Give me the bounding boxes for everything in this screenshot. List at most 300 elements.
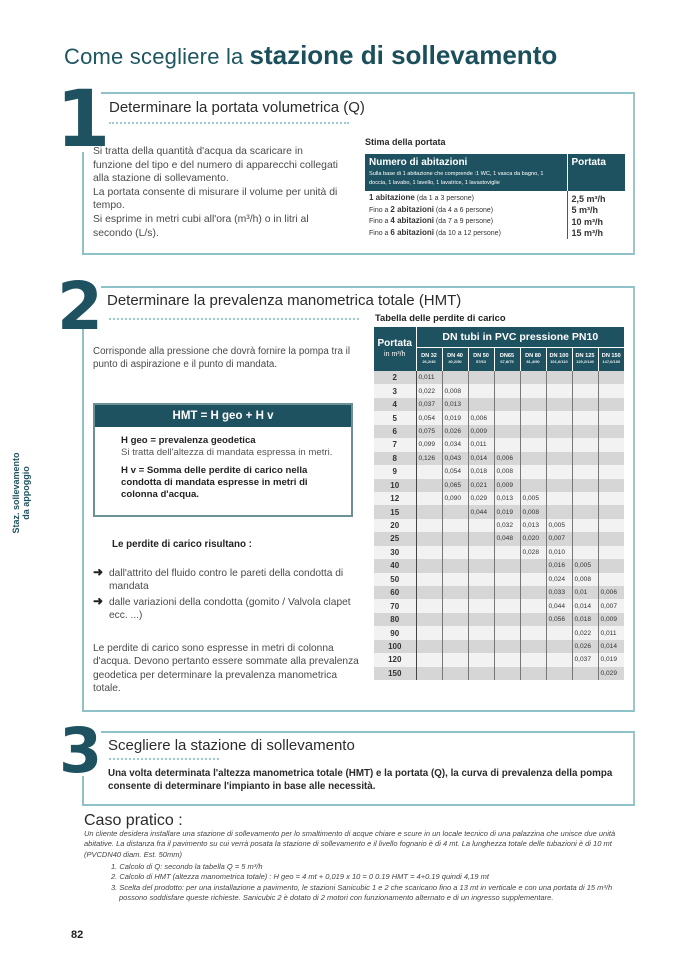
loss-value-cell (598, 371, 624, 384)
caso-step-continuation: possono soddisfare queste richieste. Sanicubic 2 è dotato di 2 motori con funzionamento alternato e di un ingresso supplementare. (119, 893, 554, 903)
table-row (374, 438, 624, 451)
loss-value-cell: 0,044 (468, 505, 494, 518)
table-row (374, 452, 624, 465)
portata-value: 70 (374, 599, 416, 612)
portata-value: 20 (374, 519, 416, 532)
perdite-table-title: Tabella delle perdite di carico (375, 312, 506, 323)
loss-value-cell (572, 371, 598, 384)
perdite-table (374, 327, 624, 680)
portata-value: 12 (374, 492, 416, 505)
loss-value-cell: 0,019 (494, 505, 520, 518)
section-1-description (93, 145, 343, 240)
stima-table-wrap (365, 154, 625, 239)
loss-value-cell (546, 640, 572, 653)
portata-value: 4 (374, 398, 416, 411)
loss-value-cell (572, 411, 598, 424)
loss-value-cell: 0,026 (442, 425, 468, 438)
portata-value: 10 (374, 479, 416, 492)
loss-value-cell: 0,006 (598, 586, 624, 599)
loss-value-cell (468, 519, 494, 532)
loss-value-cell (572, 425, 598, 438)
section-3-dotted-rule (109, 758, 219, 760)
loss-value-cell: 0,048 (494, 532, 520, 545)
loss-value-cell: 0,008 (520, 505, 546, 518)
perdite-table-wrap (374, 327, 624, 680)
loss-value-cell (520, 613, 546, 626)
table-row (374, 626, 624, 639)
perdite-item-text: dalle variazioni della condotta (gomito / Valvola clapet ecc. ...) (109, 597, 351, 621)
loss-value-cell: 0,013 (494, 492, 520, 505)
loss-value-cell (546, 667, 572, 680)
loss-value-cell (546, 505, 572, 518)
loss-value-cell: 0,054 (442, 465, 468, 478)
side-label-line1: Staz. sollevamento (11, 452, 21, 534)
loss-value-cell: 0,009 (468, 425, 494, 438)
loss-value-cell (494, 398, 520, 411)
portata-value: 25 (374, 532, 416, 545)
loss-value-cell (598, 546, 624, 559)
loss-value-cell (468, 667, 494, 680)
loss-value-cell (468, 653, 494, 666)
table-row (374, 519, 624, 532)
loss-value-cell (416, 505, 442, 518)
loss-value-cell (416, 465, 442, 478)
loss-value-cell (494, 613, 520, 626)
loss-value-cell (572, 667, 598, 680)
arrow-right-icon: ➜ (93, 594, 104, 608)
table-row (374, 465, 624, 478)
stima-header-abitazioni (365, 154, 567, 191)
portata-header-label: Portata (377, 338, 412, 349)
loss-value-cell: 0,013 (520, 519, 546, 532)
portata-value: 60 (374, 586, 416, 599)
loss-value-cell (598, 532, 624, 545)
section-3-heading: Scegliere la stazione di sollevamento (108, 737, 355, 754)
portata-value: 8 (374, 452, 416, 465)
loss-value-cell (520, 465, 546, 478)
stima-header-sub: Sulla base di 1 abitazione che comprende :1 WC, 1 vasca da bagno, 1 doccia, 1 lavabo, 1 lavello, 1 lavatrice, 1 lavastoviglie (369, 171, 544, 186)
loss-value-cell (520, 371, 546, 384)
loss-value-cell (468, 599, 494, 612)
loss-value-cell: 0,018 (572, 613, 598, 626)
loss-value-cell: 0,014 (468, 452, 494, 465)
loss-value-cell (520, 479, 546, 492)
loss-value-cell: 0,009 (598, 613, 624, 626)
loss-value-cell (598, 505, 624, 518)
section-1-paragraph: Si tratta della quantità d'acqua da scaricare in funzione del tipo e del numero di apparecchi collegati alla stazione di sollevamento. (93, 146, 338, 185)
hgeo-label: H geo = prevalenza geodetica (121, 435, 256, 446)
loss-value-cell: 0,007 (546, 532, 572, 545)
loss-value-cell (494, 573, 520, 586)
loss-value-cell (494, 371, 520, 384)
loss-value-cell (468, 640, 494, 653)
table-row (374, 479, 624, 492)
loss-value-cell (494, 667, 520, 680)
portata-value: 15 (374, 505, 416, 518)
table-row (374, 546, 624, 559)
perdite-list-item (93, 567, 363, 593)
stima-table-title: Stima della portata (365, 137, 446, 147)
dn-group-header: DN tubi in PVC pressione PN10 (416, 327, 624, 347)
table-row (374, 599, 624, 612)
page-title-light: Come scegliere la (64, 44, 244, 69)
loss-value-cell: 0,018 (468, 465, 494, 478)
dn-column-header: DN 80 81,4/90 (520, 347, 546, 371)
loss-value-cell (520, 653, 546, 666)
dn-column-header: DN65 67,8/75 (494, 347, 520, 371)
loss-value-cell (416, 532, 442, 545)
portata-value: 7 (374, 438, 416, 451)
loss-value-cell: 0,024 (546, 573, 572, 586)
loss-value-cell (442, 667, 468, 680)
perdite-list-item (93, 596, 363, 622)
loss-value-cell: 0,054 (416, 411, 442, 424)
loss-value-cell (442, 532, 468, 545)
stima-row-label: Fino a 2 abitazioni (da 4 a 6 persone) (369, 204, 494, 214)
section-2-heading: Determinare la prevalenza manometrica totale (HMT) (107, 292, 462, 309)
loss-value-cell: 0,019 (598, 653, 624, 666)
loss-value-cell: 0,005 (572, 559, 598, 572)
portata-value: 3 (374, 384, 416, 397)
loss-value-cell (468, 384, 494, 397)
loss-value-cell (468, 532, 494, 545)
loss-value-cell (520, 559, 546, 572)
loss-value-cell (546, 452, 572, 465)
section-2-intro: Corrisponde alla pressione che dovrà fornire la pompa tra il punto di aspirazione e il punto di mandata. (93, 346, 351, 370)
loss-value-cell: 0,005 (546, 519, 572, 532)
loss-value-cell: 0,029 (468, 492, 494, 505)
portata-value: 90 (374, 626, 416, 639)
loss-value-cell (442, 546, 468, 559)
dn-column-header: DN 32 26,2/40 (416, 347, 442, 371)
loss-value-cell (546, 398, 572, 411)
loss-value-cell (416, 626, 442, 639)
loss-value-cell (598, 384, 624, 397)
table-row (374, 640, 624, 653)
portata-value: 6 (374, 425, 416, 438)
loss-value-cell (416, 559, 442, 572)
loss-value-cell: 0,020 (520, 532, 546, 545)
caso-pratico-title: Caso pratico : (84, 812, 183, 829)
loss-value-cell (416, 667, 442, 680)
loss-value-cell (520, 667, 546, 680)
hv-text: H v = Somma delle perdite di carico nella condotta di mandata espresse in metri di colonna d'acqua. (121, 465, 308, 500)
loss-value-cell: 0,011 (416, 371, 442, 384)
loss-value-cell (416, 546, 442, 559)
section-1-dotted-rule (109, 122, 349, 124)
loss-value-cell: 0,043 (442, 452, 468, 465)
loss-value-cell (468, 573, 494, 586)
loss-value-cell (598, 438, 624, 451)
loss-value-cell: 0,007 (598, 599, 624, 612)
loss-value-cell (546, 438, 572, 451)
stima-header-main: Numero di abitazioni (369, 157, 468, 168)
loss-value-cell: 0,022 (572, 626, 598, 639)
loss-value-cell (598, 465, 624, 478)
loss-value-cell (442, 519, 468, 532)
portata-value: 30 (374, 546, 416, 559)
loss-value-cell (494, 626, 520, 639)
loss-value-cell (494, 384, 520, 397)
hgeo-text: Si tratta dell'altezza di mandata espressa in metri. (121, 447, 333, 458)
dn-column-header: DN 40 40,2/50 (442, 347, 468, 371)
loss-value-cell (520, 398, 546, 411)
caso-pratico-steps (84, 862, 644, 904)
loss-value-cell: 0,021 (468, 479, 494, 492)
table-row (374, 613, 624, 626)
loss-value-cell (572, 546, 598, 559)
loss-value-cell: 0,029 (598, 667, 624, 680)
loss-value-cell: 0,037 (572, 653, 598, 666)
loss-value-cell: 0,016 (546, 559, 572, 572)
page-number: 82 (71, 929, 84, 941)
arrow-right-icon: ➜ (93, 565, 104, 579)
loss-value-cell (546, 465, 572, 478)
page-title-bold: stazione di sollevamento (249, 40, 558, 70)
loss-value-cell (598, 573, 624, 586)
loss-value-cell (520, 438, 546, 451)
perdite-title: Le perdite di carico risultano : (112, 539, 252, 550)
stima-header-portata: Portata (567, 154, 625, 191)
loss-value-cell (442, 613, 468, 626)
loss-value-cell (572, 532, 598, 545)
loss-value-cell (442, 599, 468, 612)
hmt-formula-box (93, 403, 353, 517)
section-1-number: 1 (56, 75, 111, 165)
loss-value-cell (572, 452, 598, 465)
loss-value-cell (572, 492, 598, 505)
loss-value-cell (416, 479, 442, 492)
loss-value-cell (468, 613, 494, 626)
hmt-formula-title: HMT = H geo + H v (95, 405, 351, 427)
loss-value-cell (442, 653, 468, 666)
section-2-conclusion: Le perdite di carico sono espresse in metri di colonna d'acqua. Devono pertanto essere sommate alla prevalenza geodetica per determinare la prevalenza manometrica totale. (93, 643, 359, 695)
section-1-paragraph: Si esprime in metri cubi all'ora (m³/h) o in litri al secondo (L/s). (93, 213, 309, 239)
loss-value-cell: 0,010 (546, 546, 572, 559)
loss-value-cell (442, 626, 468, 639)
loss-value-cell (598, 411, 624, 424)
loss-value-cell (546, 653, 572, 666)
stima-row-label: 1 abitazione (da 1 a 3 persone) (369, 193, 474, 202)
loss-value-cell (520, 573, 546, 586)
page-title (64, 40, 557, 71)
loss-value-cell (546, 411, 572, 424)
loss-value-cell (494, 653, 520, 666)
loss-value-cell (416, 519, 442, 532)
loss-value-cell (442, 640, 468, 653)
loss-value-cell (416, 573, 442, 586)
loss-value-cell (572, 398, 598, 411)
dn-column-header: DN 150 147,6/160 (598, 347, 624, 371)
loss-value-cell (520, 452, 546, 465)
caso-step: 1. Calcolo di Q: secondo la tabella Q = 5 m³/h (111, 862, 263, 871)
loss-value-cell: 0,033 (546, 586, 572, 599)
loss-value-cell (442, 371, 468, 384)
portata-value: 9 (374, 465, 416, 478)
stima-row-value: 10 m³/h (567, 216, 625, 228)
loss-value-cell (442, 559, 468, 572)
stima-row-label: Fino a 6 abitazioni (da 10 a 12 persone) (369, 227, 501, 237)
portata-value: 120 (374, 653, 416, 666)
table-row (374, 667, 624, 680)
section-3-number: 3 (59, 714, 103, 787)
loss-value-cell (520, 425, 546, 438)
table-row (374, 371, 624, 384)
loss-value-cell (494, 586, 520, 599)
loss-value-cell: 0,044 (546, 599, 572, 612)
loss-value-cell (494, 425, 520, 438)
loss-value-cell (416, 653, 442, 666)
loss-value-cell: 0,099 (416, 438, 442, 451)
loss-value-cell: 0,028 (520, 546, 546, 559)
loss-value-cell (572, 384, 598, 397)
section-2-dotted-rule (109, 318, 359, 320)
loss-value-cell (442, 586, 468, 599)
loss-value-cell (442, 573, 468, 586)
section-1-heading: Determinare la portata volumetrica (Q) (109, 99, 365, 116)
loss-value-cell: 0,006 (494, 452, 520, 465)
loss-value-cell (598, 398, 624, 411)
loss-value-cell (520, 599, 546, 612)
dn-column-header: DN 100 101,6/110 (546, 347, 572, 371)
loss-value-cell: 0,126 (416, 452, 442, 465)
loss-value-cell: 0,056 (546, 613, 572, 626)
loss-value-cell: 0,014 (572, 599, 598, 612)
table-row (374, 425, 624, 438)
loss-value-cell: 0,009 (494, 479, 520, 492)
loss-value-cell (572, 505, 598, 518)
table-row (374, 411, 624, 424)
portata-value: 150 (374, 667, 416, 680)
loss-value-cell (572, 438, 598, 451)
loss-value-cell (598, 519, 624, 532)
perdite-item-text: dall'attrito del fluido contro le pareti della condotta di mandata (109, 568, 344, 592)
loss-value-cell: 0,005 (520, 492, 546, 505)
loss-value-cell: 0,008 (572, 573, 598, 586)
loss-value-cell: 0,075 (416, 425, 442, 438)
section-1-paragraph: La portata consente di misurare il volume per unità di tempo. (93, 186, 338, 212)
loss-value-cell (416, 586, 442, 599)
loss-value-cell (572, 479, 598, 492)
stima-row (365, 228, 625, 240)
stima-table (365, 154, 625, 239)
loss-value-cell: 0,090 (442, 492, 468, 505)
loss-value-cell (598, 559, 624, 572)
loss-value-cell: 0,006 (468, 411, 494, 424)
section-2-number: 2 (57, 268, 103, 345)
table-row (374, 492, 624, 505)
loss-value-cell (598, 492, 624, 505)
loss-value-cell: 0,065 (442, 479, 468, 492)
loss-value-cell (494, 438, 520, 451)
table-row (374, 384, 624, 397)
portata-value: 5 (374, 411, 416, 424)
perdite-table-body (374, 371, 624, 680)
loss-value-cell (520, 626, 546, 639)
loss-value-cell (546, 479, 572, 492)
stima-row-value: 5 m³/h (567, 205, 625, 217)
portata-header-unit: in m³/h (384, 351, 406, 358)
loss-value-cell (468, 559, 494, 572)
portata-value: 80 (374, 613, 416, 626)
perdite-list (93, 567, 363, 625)
loss-value-cell (598, 479, 624, 492)
loss-value-cell (546, 492, 572, 505)
side-label-line2: da appoggio (21, 466, 31, 520)
portata-value: 100 (374, 640, 416, 653)
loss-value-cell (468, 626, 494, 639)
loss-value-cell: 0,008 (494, 465, 520, 478)
loss-value-cell: 0,022 (416, 384, 442, 397)
portata-header (374, 327, 416, 371)
stima-row (365, 191, 625, 205)
loss-value-cell: 0,032 (494, 519, 520, 532)
loss-value-cell: 0,026 (572, 640, 598, 653)
loss-value-cell (494, 559, 520, 572)
loss-value-cell (494, 411, 520, 424)
loss-value-cell: 0,011 (468, 438, 494, 451)
table-row (374, 586, 624, 599)
stima-row-value: 2,5 m³/h (567, 191, 625, 205)
loss-value-cell: 0,014 (598, 640, 624, 653)
loss-value-cell (416, 613, 442, 626)
loss-value-cell (416, 492, 442, 505)
loss-value-cell (494, 599, 520, 612)
loss-value-cell (520, 640, 546, 653)
portata-value: 50 (374, 573, 416, 586)
loss-value-cell (598, 452, 624, 465)
loss-value-cell (494, 546, 520, 559)
side-section-label (4, 438, 38, 548)
loss-value-cell (468, 398, 494, 411)
hmt-formula-body (95, 427, 351, 501)
loss-value-cell: 0,034 (442, 438, 468, 451)
caso-step: 2. Calcolo di HMT (altezza manometrica totale) : H geo = 4 mt + 0,019 x 10 = 0 0.19 HMT = 4+0.19 quindi 4,19 mt (111, 872, 489, 882)
table-row (374, 573, 624, 586)
loss-value-cell: 0,01 (572, 586, 598, 599)
loss-value-cell (572, 465, 598, 478)
loss-value-cell (468, 546, 494, 559)
loss-value-cell: 0,019 (442, 411, 468, 424)
loss-value-cell (468, 586, 494, 599)
loss-value-cell (520, 384, 546, 397)
table-row (374, 398, 624, 411)
loss-value-cell: 0,037 (416, 398, 442, 411)
table-row (374, 653, 624, 666)
loss-value-cell (442, 505, 468, 518)
loss-value-cell (546, 425, 572, 438)
loss-value-cell: 0,008 (442, 384, 468, 397)
portata-value: 2 (374, 371, 416, 384)
loss-value-cell (520, 586, 546, 599)
loss-value-cell (546, 371, 572, 384)
loss-value-cell (546, 626, 572, 639)
stima-row (365, 205, 625, 217)
table-row (374, 532, 624, 545)
loss-value-cell (546, 384, 572, 397)
dn-column-header: DN 125 129,2/140 (572, 347, 598, 371)
caso-pratico-intro: Un cliente desidera installare una stazione di sollevamento per lo smaltimento di acque chiare e scure in un locale tecnico di una palazzina che unisce due unità abitative. La distanza fra il pavimento su cui verrà posata la stazione di sollevamento e il livello fognario è di 4 mt. La lunghezza totale delle tubazioni è di 10 mt (PVCDN40 diam. Est. 50mm) (84, 829, 616, 859)
table-row (374, 559, 624, 572)
loss-value-cell: 0,013 (442, 398, 468, 411)
section-3-text: Una volta determinata l'altezza manometrica totale (HMT) e la portata (Q), la curva di prevalenza della pompa consente di determinare l'impianto in base alle necessità. (108, 768, 613, 792)
loss-value-cell (520, 411, 546, 424)
loss-value-cell (468, 371, 494, 384)
table-row (374, 505, 624, 518)
portata-value: 40 (374, 559, 416, 572)
loss-value-cell (598, 425, 624, 438)
loss-value-cell (416, 599, 442, 612)
